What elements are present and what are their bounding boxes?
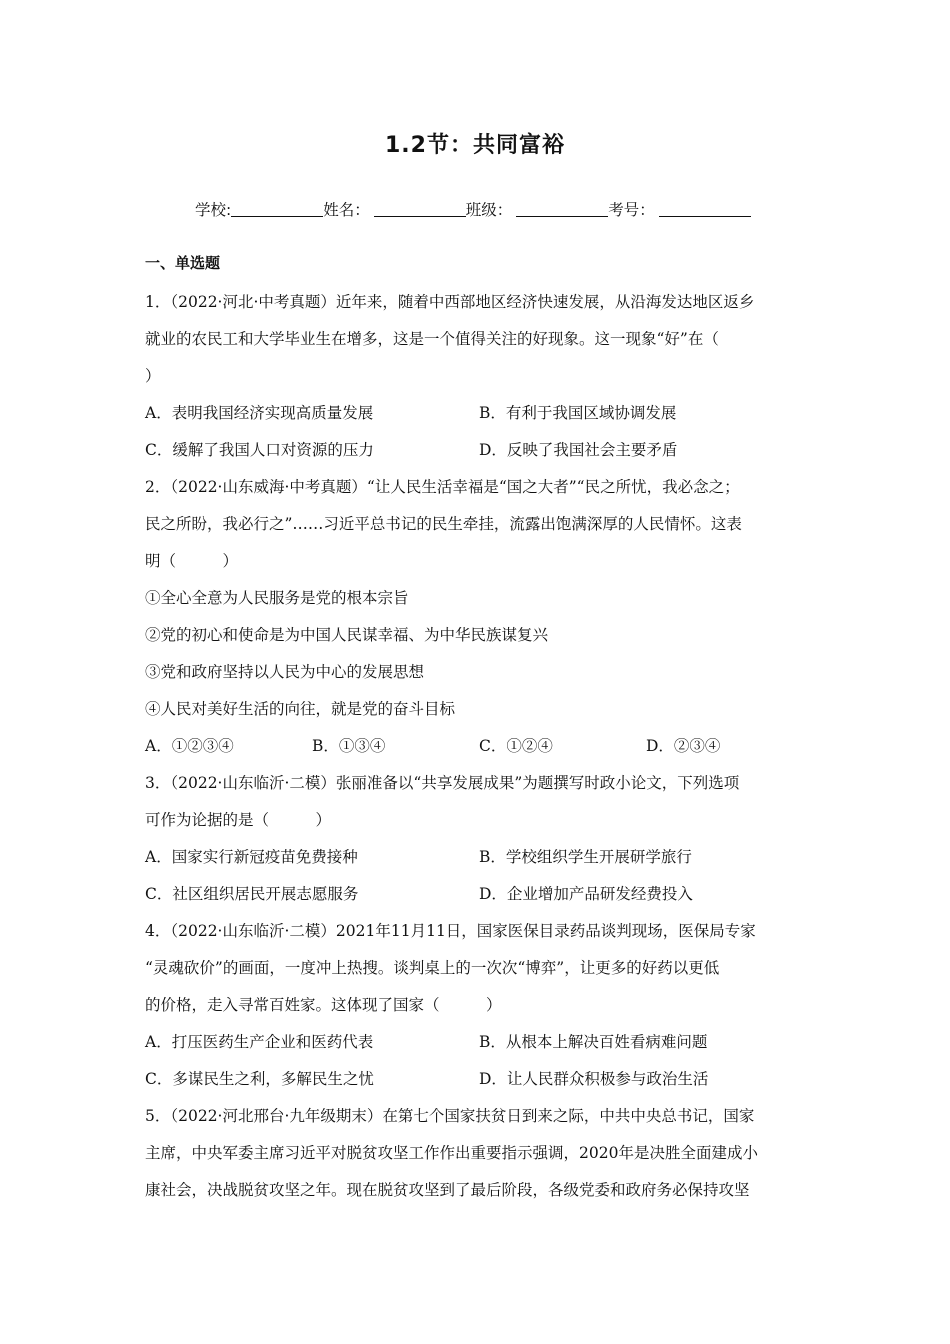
option-d[interactable]: D．企业增加产品研发经费投入 <box>479 885 693 903</box>
question-line: 2．（2022·山东威海·中考真题）“让人民生活幸福是“国之大者”“民之所忧，我必念之； <box>145 478 740 496</box>
question-2 <box>145 469 805 765</box>
statement: ④人民对美好生活的向往，就是党的奋斗目标 <box>145 700 456 718</box>
exam-number-blank[interactable] <box>659 216 751 217</box>
option-c[interactable]: C．缓解了我国人口对资源的压力 <box>145 441 374 459</box>
option-row <box>145 1024 805 1061</box>
question-line: 1．（2022·河北·中考真题）近年来，随着中西部地区经济快速发展，从沿海发达地区返乡 <box>145 293 755 311</box>
option-c[interactable]: C．①②④ <box>479 737 553 755</box>
option-b[interactable]: B．学校组织学生开展研学旅行 <box>479 848 692 866</box>
question-4 <box>145 913 805 1098</box>
student-info-line <box>195 198 795 220</box>
class-label: 班级： <box>465 201 513 219</box>
option-d[interactable]: D．让人民群众积极参与政治生活 <box>479 1070 709 1088</box>
school-blank[interactable] <box>231 216 323 217</box>
class-blank[interactable] <box>516 216 608 217</box>
statement: ③党和政府坚持以人民为中心的发展思想 <box>145 663 425 681</box>
option-row <box>145 876 805 913</box>
exam-number-label: 考号： <box>608 201 655 219</box>
question-5 <box>145 1098 805 1209</box>
name-label: 姓名： <box>323 201 370 219</box>
option-row <box>145 395 805 432</box>
question-line: 的价格，走入寻常百姓家。这体现了国家（ ） <box>145 996 502 1014</box>
question-line: 4．（2022·山东临沂·二模）2021年11月11日，国家医保目录药品谈判现场，医保局专家 <box>145 922 756 940</box>
option-a[interactable]: A．表明我国经济实现高质量发展 <box>145 404 374 422</box>
question-line: 就业的农民工和大学毕业生在增多，这是一个值得关注的好现象。这一现象“好”在（ <box>145 330 719 348</box>
question-1 <box>145 284 805 469</box>
question-line: 明（ ） <box>145 552 239 570</box>
question-line: 主席，中央军委主席习近平对脱贫攻坚工作作出重要指示强调，2020年是决胜全面建成小 <box>145 1144 758 1162</box>
option-b[interactable]: B．①③④ <box>312 737 386 755</box>
question-line: 可作为论据的是（ ） <box>145 811 332 829</box>
option-row <box>145 432 805 469</box>
question-line: 康社会，决战脱贫攻坚之年。现在脱贫攻坚到了最后阶段，各级党委和政府务必保持攻坚 <box>145 1181 750 1199</box>
question-line: “灵魂砍价”的画面，一度冲上热搜。谈判桌上的一次次“博弈”，让更多的好药以更低 <box>145 959 720 977</box>
option-row <box>145 1061 805 1098</box>
option-row <box>145 728 805 765</box>
option-b[interactable]: B．从根本上解决百姓看病难问题 <box>479 1033 708 1051</box>
question-line: 民之所盼，我必行之”……习近平总书记的民生牵挂，流露出饱满深厚的人民情怀。这表 <box>145 515 742 533</box>
section-heading: 一、单选题 <box>145 254 221 272</box>
option-c[interactable]: C．社区组织居民开展志愿服务 <box>145 885 359 903</box>
option-d[interactable]: D．反映了我国社会主要矛盾 <box>479 441 678 459</box>
question-line: ） <box>145 367 161 385</box>
name-blank[interactable] <box>374 216 466 217</box>
question-list <box>145 284 805 1209</box>
option-a[interactable]: A．打压医药生产企业和医药代表 <box>145 1033 374 1051</box>
option-c[interactable]: C．多谋民生之利，多解民生之忧 <box>145 1070 374 1088</box>
question-line: 5．（2022·河北邢台·九年级期末）在第七个国家扶贫日到来之际，中共中央总书记，国家 <box>145 1107 755 1125</box>
question-3 <box>145 765 805 913</box>
option-a[interactable]: A．国家实行新冠疫苗免费接种 <box>145 848 358 866</box>
option-d[interactable]: D．②③④ <box>646 737 721 755</box>
option-b[interactable]: B．有利于我国区域协调发展 <box>479 404 677 422</box>
statement: ①全心全意为人民服务是党的根本宗旨 <box>145 589 409 607</box>
option-a[interactable]: A．①②③④ <box>145 737 234 755</box>
question-line: 3．（2022·山东临沂·二模）张丽准备以“共享发展成果”为题撰写时政小论文，下列选项 <box>145 774 740 792</box>
school-label: 学校: <box>195 201 232 219</box>
option-row <box>145 839 805 876</box>
statement: ②党的初心和使命是为中国人民谋幸福、为中华民族谋复兴 <box>145 626 549 644</box>
page-title: 1.2节：共同富裕 <box>385 133 565 158</box>
